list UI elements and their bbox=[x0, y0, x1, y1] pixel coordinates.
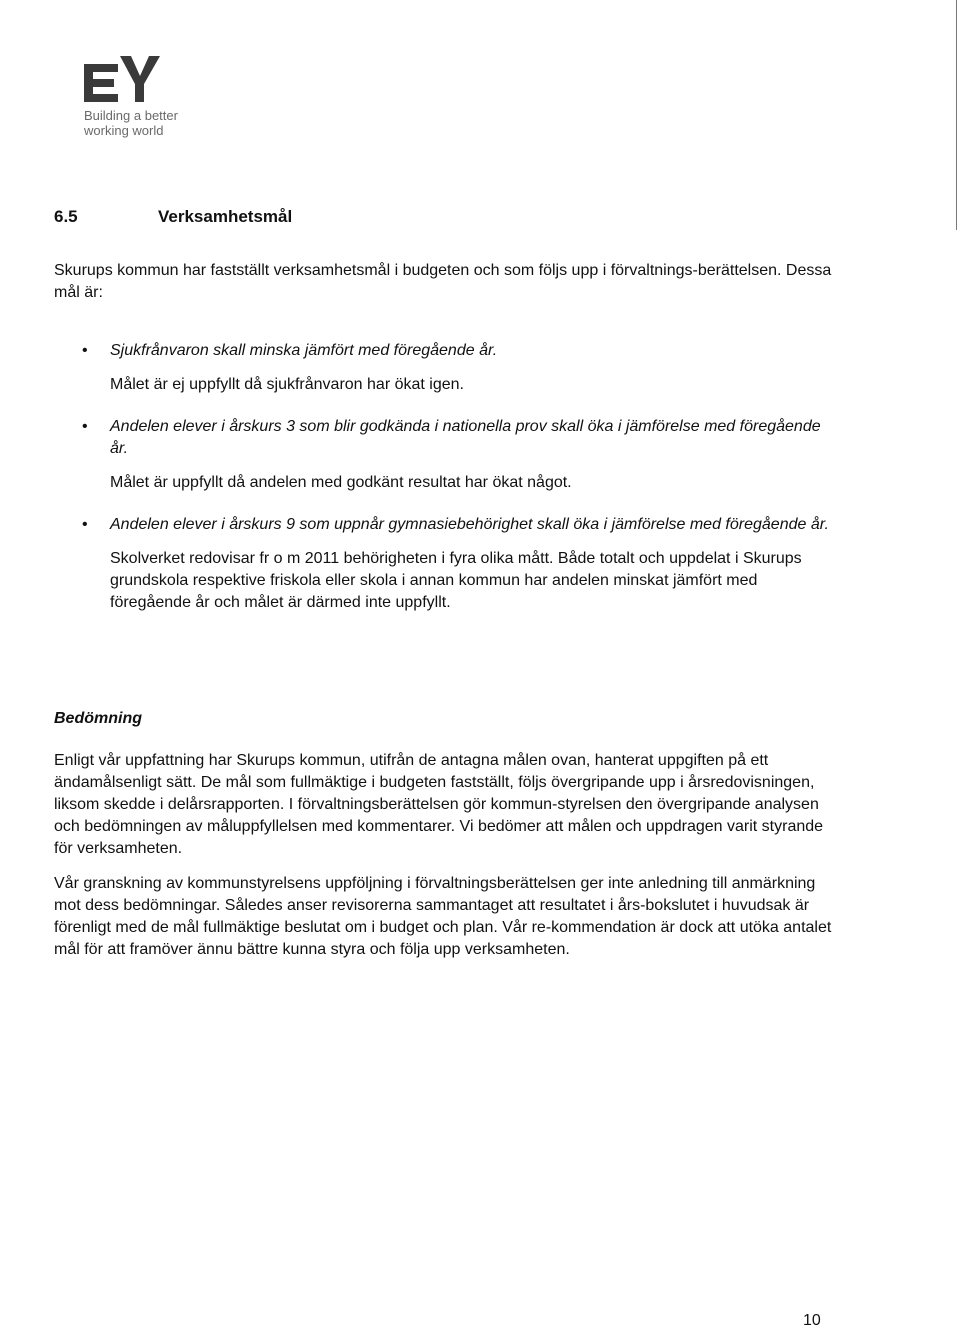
bullet-icon: • bbox=[82, 418, 88, 435]
goal-text: Sjukfrånvaron skall minska jämfört med föregående år. bbox=[110, 342, 498, 359]
page-number: 10 bbox=[803, 1312, 821, 1329]
goal-item bbox=[54, 514, 834, 614]
intro-paragraph: Skurups kommun har fastställt verksamhetsmål i budgeten och som följs upp i förvaltnings-berättelsen. Dessa mål är: bbox=[54, 262, 832, 301]
goal-result: Målet är ej uppfyllt då sjukfrånvaron har ökat igen. bbox=[110, 376, 464, 393]
section-heading bbox=[54, 207, 292, 227]
assessment-paragraph: Enligt vår uppfattning har Skurups kommun, utifrån de antagna målen ovan, hanterat uppgiften på ett ändamålsenligt sätt. De mål som fullmäktige i budgeten fastställt, följs övergripande upp i årsredovisningen, liksom skedde i delårsrapporten. I förvaltningsberättelsen gör kommun-styrelsen den övergripande analysen och bedömningen av måluppfyllelsen med kommentarer. Vi bedömer att målen och uppdragen varit styrande för verksamheten. bbox=[54, 752, 824, 857]
scan-edge-line bbox=[956, 0, 957, 230]
ey-logo-mark bbox=[84, 56, 162, 102]
goals-list bbox=[54, 340, 834, 614]
goal-item bbox=[54, 340, 834, 396]
ey-logo bbox=[84, 56, 224, 146]
assessment-heading: Bedömning bbox=[54, 710, 142, 727]
assessment-paragraph: Vår granskning av kommunstyrelsens uppföljning i förvaltningsberättelsen ger inte anledning till anmärkning mot dess bedömningar. Således anser revisorerna sammantaget att resultatet i års-bokslutet i huvudsak är förenligt med de mål fullmäktige beslutat om i budget och plan. Vår re-kommendation är dock att utöka antalet mål för att framöver ännu bättre kunna styra och följa upp verksamheten. bbox=[54, 875, 832, 958]
section-title: Verksamhetsmål bbox=[158, 207, 293, 226]
goal-result: Målet är uppfyllt då andelen med godkänt resultat har ökat något. bbox=[110, 474, 572, 491]
ey-logo-tagline: Building a better working world bbox=[84, 108, 178, 138]
goal-text: Andelen elever i årskurs 3 som blir godkända i nationella prov skall öka i jämförelse med föregående år. bbox=[110, 418, 821, 457]
goal-text: Andelen elever i årskurs 9 som uppnår gymnasiebehörighet skall öka i jämförelse med föregående år. bbox=[110, 516, 829, 533]
goal-result: Skolverket redovisar fr o m 2011 behörigheten i fyra olika mått. Både totalt och uppdelat i Skurups grundskola respektive friskola eller skola i annan kommun har andelen minskat jämfört med föregående år och målet är därmed inte uppfyllt. bbox=[110, 550, 802, 611]
goal-item bbox=[54, 416, 834, 494]
bullet-icon: • bbox=[82, 342, 88, 359]
bullet-icon: • bbox=[82, 516, 88, 533]
section-number: 6.5 bbox=[54, 207, 78, 226]
